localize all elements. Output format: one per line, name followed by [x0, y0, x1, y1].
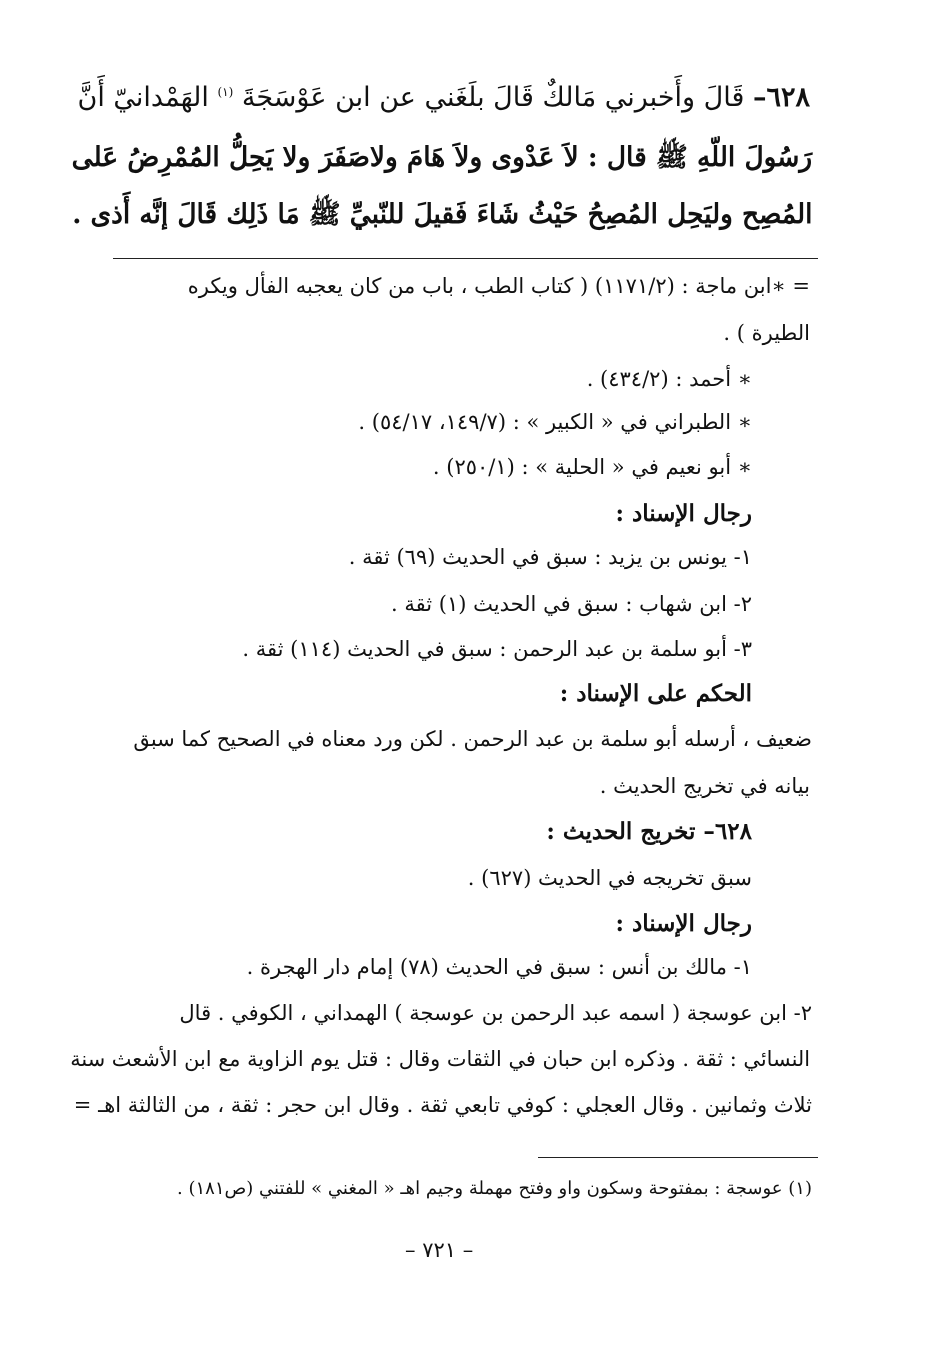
hadith-line-1	[78, 82, 811, 113]
rijal-item-3: ٣- أبو سلمة بن عبد الرحمن : سبق في الحديث (١١٤) ثقة .	[242, 637, 752, 661]
hadith-line-1-tail: الهَمْدانيّ أَنَّ	[77, 82, 218, 113]
separator-rule	[113, 258, 818, 259]
ibn-majah-line: = ∗ابن ماجة : (١١٧١/٢) ( كتاب الطب ، باب من كان يعجبه الفأل ويكره	[187, 274, 810, 298]
rijal-heading-2: رجال الإسناد :	[615, 910, 752, 937]
ibn-majah-line-2: الطيرة ) .	[723, 321, 810, 345]
hukm-line-1: ضعيف ، أرسله أبو سلمة بن عبد الرحمن . لكن ورد معناه في الصحيح كما سبق	[133, 727, 812, 751]
footnote-text: (١) عوسجة : بمفتوحة وسكون واو وفتح مهملة وجيم اهـ « المغني » للفتني (ص١٨١) .	[177, 1178, 812, 1199]
ahmad-line: ∗ أحمد : (٤٣٤/٢) .	[586, 367, 752, 391]
footnote-ref: (١)	[217, 85, 234, 99]
abu-nuaym-line: ∗ أبو نعيم في « الحلية » : (٢٥٠/١) .	[432, 455, 752, 479]
page-number: – ٧٢١ –	[405, 1238, 474, 1262]
rijal-item-2: ٢- ابن شهاب : سبق في الحديث (١) ثقة .	[391, 592, 752, 616]
rijal-2-item-1: ١- مالك بن أنس : سبق في الحديث (٧٨) إمام دار الهجرة .	[246, 955, 752, 979]
takhrij-628-text: سبق تخريجه في الحديث (٦٢٧) .	[467, 866, 752, 890]
rijal-2-item-2-line-1: ٢- ابن عوسجة ( اسمه عبد الرحمن بن عوسجة ) الهمداني ، الكوفي . قال	[179, 1001, 812, 1025]
rijal-2-item-2-line-3: ثلاث وثمانين . وقال العجلي : كوفي تابعي ثقة . وقال ابن حجر : ثقة ، من الثالثة اهـ =	[73, 1093, 812, 1117]
hadith-number: ٦٢٨–	[752, 82, 810, 113]
footnote-separator	[538, 1157, 818, 1158]
tabarani-line: ∗ الطبراني في « الكبير » : (١٤٩/٧، ٥٤/١٧) .	[358, 410, 752, 434]
takhrij-628-heading: ٦٢٨– تخريج الحديث :	[546, 818, 752, 845]
hukm-line-2: بيانه في تخريج الحديث .	[599, 774, 810, 798]
hadith-line-2: رَسُولَ اللّهِ ﷺ قال : لاَ عَدْوى ولاَ هَامَ ولاصَفَرَ ولا يَحِلُّ المُمْرِضُ عَلى	[71, 142, 812, 173]
hadith-line-3: المُصِح وليَحِل المُصِحُ حَيْثُ شَاءَ فَقيلَ للنّبيِّ ﷺ مَا ذَلِك قَالَ إنَّه أَذى .	[71, 199, 812, 230]
rijal-2-item-2-line-2: النسائي : ثقة . وذكره ابن حبان في الثقات وقال : قتل يوم الزاوية مع ابن الأشعث سنة	[70, 1047, 810, 1071]
hadith-line-1-text: قَالَ وأَخبرني مَالكٌ قَالَ بلَغَني عن ابن عَوْسَجَةَ	[233, 82, 753, 113]
hukm-heading: الحكم على الإسناد :	[559, 680, 752, 707]
rijal-item-1: ١- يونس بن يزيد : سبق في الحديث (٦٩) ثقة .	[348, 545, 752, 569]
rijal-heading-1: رجال الإسناد :	[615, 500, 752, 527]
